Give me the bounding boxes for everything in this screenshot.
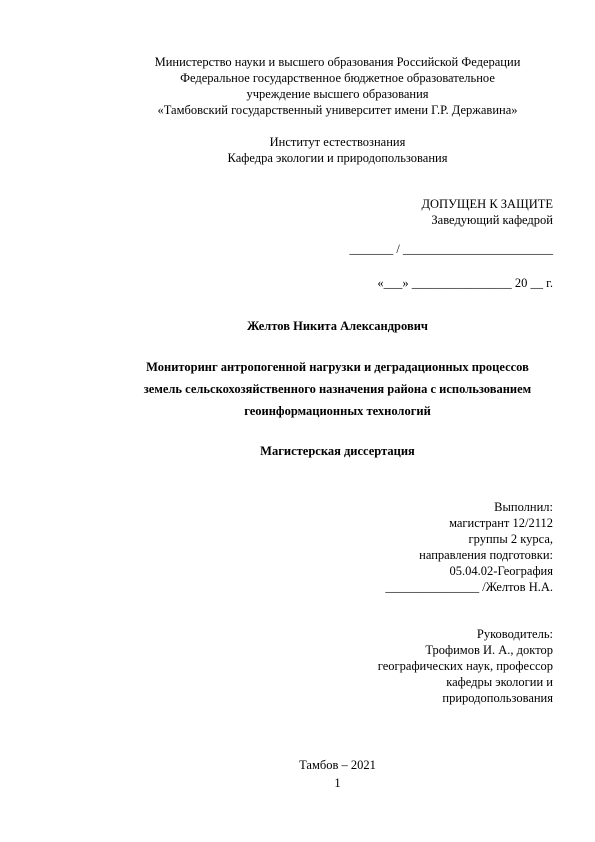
thesis-title	[40, 356, 595, 422]
thesis-title-line-2: земель сельскохозяйственного назначения района с использованием	[143, 382, 532, 396]
header-line-1: Министерство науки и высшего образования Российской Федерации	[154, 55, 521, 69]
work-type	[40, 443, 595, 459]
header-line-4: «Тамбовский государственный университет имени Г.Р. Державина»	[157, 103, 518, 117]
performer-line-1: Выполнил:	[494, 500, 553, 514]
institute-block	[40, 134, 595, 166]
performer-line-4: направления подготовки:	[419, 548, 553, 562]
author-name	[40, 318, 595, 334]
approval-block	[422, 196, 554, 228]
department-name: Кафедра экологии и природопользования	[227, 151, 448, 165]
performer-line-2: магистрант 12/2112	[449, 516, 553, 530]
work-type-text: Магистерская диссертация	[260, 444, 415, 458]
page-number-text: 1	[334, 776, 341, 790]
thesis-title-line-3: геоинформационных технологий	[244, 404, 431, 418]
header-line-2: Федеральное государственное бюджетное образовательное	[180, 71, 495, 85]
performer-line-3: группы 2 курса,	[468, 532, 553, 546]
author-text: Желтов Никита Александрович	[247, 319, 428, 333]
institute-name: Институт естествознания	[269, 135, 406, 149]
performer-line-5: 05.04.02-География	[449, 564, 553, 578]
signature-line: _______ / ________________________	[349, 242, 553, 256]
approval-date-line	[377, 275, 553, 291]
approval-title: ДОПУЩЕН К ЗАЩИТЕ	[421, 197, 553, 211]
approval-role: Заведующий кафедрой	[431, 213, 553, 227]
supervisor-line-1: Руководитель:	[476, 627, 553, 641]
thesis-title-line-1: Мониторинг антропогенной нагрузки и деградационных процессов	[146, 360, 529, 374]
supervisor-line-5: природопользования	[442, 691, 553, 705]
city-year-text: Тамбов – 2021	[299, 758, 376, 772]
supervisor-block	[378, 626, 553, 706]
page-number	[40, 775, 595, 791]
ministry-header	[40, 54, 595, 118]
supervisor-line-3: географических наук, профессор	[377, 659, 553, 673]
date-line: «___» ________________ 20 __ г.	[377, 276, 553, 290]
performer-signature: _______________ /Желтов Н.А.	[385, 580, 553, 594]
supervisor-line-2: Трофимов И. А., доктор	[425, 643, 553, 657]
performer-block	[385, 499, 553, 595]
supervisor-line-4: кафедры экологии и	[446, 675, 553, 689]
approval-signature-line	[350, 241, 553, 257]
city-year	[40, 757, 595, 773]
header-line-3: учреждение высшего образования	[246, 87, 429, 101]
